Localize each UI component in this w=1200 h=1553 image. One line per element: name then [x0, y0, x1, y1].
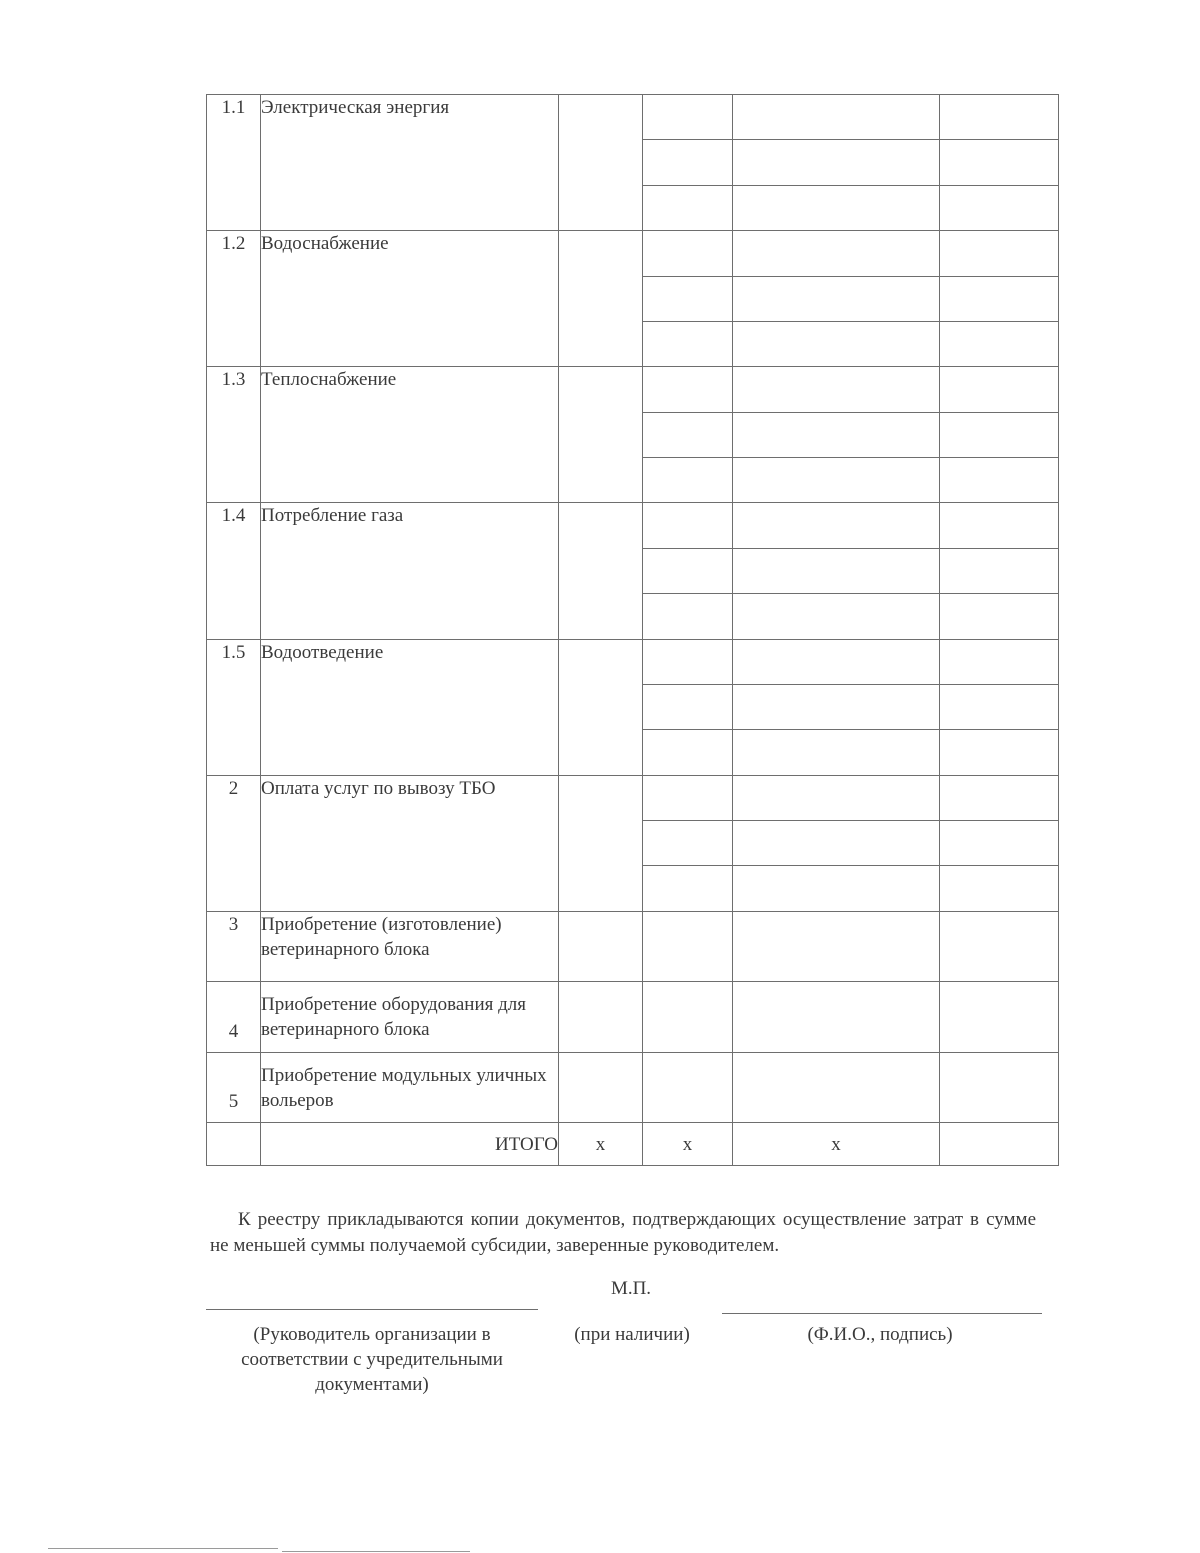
- head-of-organization-caption: (Руководитель организации в соответствии с учредительными документами): [241, 1324, 503, 1395]
- table-cell: [940, 911, 1059, 982]
- table-row: [207, 231, 1059, 276]
- total-x-cell: х: [643, 1123, 733, 1166]
- table-cell: [733, 185, 940, 230]
- table-cell: [643, 982, 733, 1053]
- row-name: Водоотведение: [261, 639, 559, 775]
- table-cell: [643, 866, 733, 911]
- table-cell: [733, 548, 940, 593]
- table-cell: [643, 548, 733, 593]
- table-cell: [207, 1123, 261, 1166]
- table-cell: [643, 639, 733, 684]
- registry-table: [206, 94, 1059, 1166]
- name-signature-caption: (Ф.И.О., подпись): [807, 1324, 953, 1345]
- table-cell: [940, 1052, 1059, 1123]
- signature-line-left: [206, 1309, 538, 1310]
- if-available-caption: (при наличии): [574, 1324, 690, 1345]
- table-cell: [643, 503, 733, 548]
- stamp-placeholder: М.П.: [610, 1278, 652, 1299]
- table-cell: [733, 458, 940, 503]
- table-cell: [559, 775, 643, 911]
- table-cell: [733, 684, 940, 729]
- table-cell: [733, 982, 940, 1053]
- table-row: [207, 775, 1059, 820]
- total-label: ИТОГО: [261, 1123, 559, 1166]
- table-row: [207, 95, 1059, 140]
- table-cell: [940, 503, 1059, 548]
- table-cell: [940, 276, 1059, 321]
- table-cell: [643, 412, 733, 457]
- table-cell: [940, 684, 1059, 729]
- table-cell: [643, 276, 733, 321]
- table-cell: [940, 140, 1059, 185]
- table-cell: [733, 503, 940, 548]
- table-cell: [940, 95, 1059, 140]
- table-cell: [733, 775, 940, 820]
- table-cell: [643, 231, 733, 276]
- row-name: Приобретение оборудования для ветеринарного блока: [261, 982, 559, 1053]
- table-cell: [940, 639, 1059, 684]
- table-cell: [643, 775, 733, 820]
- table-cell: [643, 140, 733, 185]
- row-name: Водоснабжение: [261, 231, 559, 367]
- table-row: [207, 639, 1059, 684]
- table-cell: [559, 231, 643, 367]
- table-cell: [733, 911, 940, 982]
- table-cell: [559, 639, 643, 775]
- table-cell: [733, 639, 940, 684]
- attachment-note: К реестру прикладываются копии документов, подтверждающих осуществление затрат в сумме не меньшей суммы получаемой субсидии, заверенные руководителем.: [210, 1209, 1036, 1256]
- table-row: [207, 982, 1059, 1053]
- table-cell: [643, 185, 733, 230]
- table-cell: [940, 458, 1059, 503]
- row-number: 1.3: [207, 367, 261, 503]
- scan-artifact-line: [48, 1548, 278, 1549]
- table-cell: [940, 185, 1059, 230]
- table-cell: [643, 321, 733, 366]
- row-number: 2: [207, 775, 261, 911]
- table-cell: [733, 730, 940, 775]
- table-cell: [559, 503, 643, 639]
- table-row: [207, 367, 1059, 412]
- scan-artifact-line: [282, 1551, 470, 1552]
- table-cell: [733, 95, 940, 140]
- table-cell: [940, 775, 1059, 820]
- table-cell: [733, 866, 940, 911]
- table-cell: [940, 231, 1059, 276]
- signature-line-right: [722, 1313, 1042, 1314]
- row-name: Теплоснабжение: [261, 367, 559, 503]
- table-cell: [940, 982, 1059, 1053]
- row-number: 4: [207, 982, 261, 1053]
- table-cell: [733, 1052, 940, 1123]
- row-name: Потребление газа: [261, 503, 559, 639]
- table-cell: [940, 321, 1059, 366]
- table-cell: [733, 821, 940, 866]
- total-x-cell: х: [733, 1123, 940, 1166]
- table-cell: [940, 412, 1059, 457]
- table-cell: [733, 367, 940, 412]
- total-row: [207, 1123, 1059, 1166]
- row-number: 3: [207, 911, 261, 982]
- row-name: Электрическая энергия: [261, 95, 559, 231]
- table-cell: [940, 594, 1059, 639]
- table-cell: [940, 367, 1059, 412]
- table-row: [207, 1052, 1059, 1123]
- table-cell: [733, 412, 940, 457]
- table-cell: [643, 1052, 733, 1123]
- table-cell: [643, 95, 733, 140]
- table-cell: [559, 982, 643, 1053]
- table-cell: [643, 821, 733, 866]
- row-name: Оплата услуг по вывозу ТБО: [261, 775, 559, 911]
- table-cell: [559, 367, 643, 503]
- table-cell: [733, 140, 940, 185]
- table-cell: [940, 730, 1059, 775]
- table-row: [207, 503, 1059, 548]
- table-cell: [643, 594, 733, 639]
- table-cell: [559, 911, 643, 982]
- table-cell: [940, 821, 1059, 866]
- row-name: Приобретение модульных уличных вольеров: [261, 1052, 559, 1123]
- table-row: [207, 911, 1059, 982]
- table-cell: [733, 321, 940, 366]
- table-cell: [559, 1052, 643, 1123]
- table-cell: [559, 95, 643, 231]
- row-number: 1.4: [207, 503, 261, 639]
- table-cell: [643, 911, 733, 982]
- table-cell: [643, 367, 733, 412]
- table-cell: [733, 594, 940, 639]
- table-cell: [643, 684, 733, 729]
- row-number: 1.1: [207, 95, 261, 231]
- total-x-cell: х: [559, 1123, 643, 1166]
- row-number: 5: [207, 1052, 261, 1123]
- total-value-cell: [940, 1123, 1059, 1166]
- table-cell: [733, 276, 940, 321]
- table-cell: [940, 548, 1059, 593]
- table-cell: [643, 458, 733, 503]
- row-number: 1.2: [207, 231, 261, 367]
- table-cell: [733, 231, 940, 276]
- row-name: Приобретение (изготовление) ветеринарного блока: [261, 911, 559, 982]
- table-cell: [940, 866, 1059, 911]
- table-cell: [643, 730, 733, 775]
- row-number: 1.5: [207, 639, 261, 775]
